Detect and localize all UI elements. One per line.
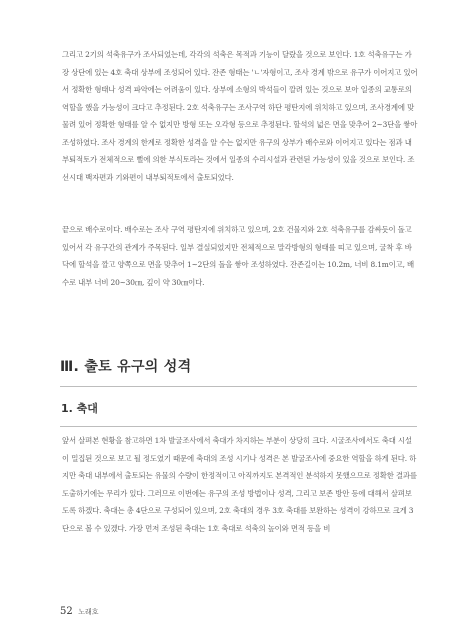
footer-source: 노래호: [78, 608, 99, 616]
paragraph-drainage: 끝으로 배수로이다. 배수로는 조사 구역 평탄지에 위치하고 있으며, 2호 건물지와 2호 석축유구를 감싸듯이 돌고 있어서 각 유구간의 관계가 주목된다. 일부 결실되었지만 전체적으로 말각방형의 형태를 띠고 있으며, 굴착 후 바닥에 할석을 깔고 양쪽으로 면을 맞추어 1~2단의 돌을 쌓아 조성하였다. 잔존길이는 10.2m, 너비 8.1m이고, 배수로 내부 너비 20~30㎝, 깊이 약 30㎝이다.: [62, 225, 415, 287]
divider-line: [60, 426, 417, 427]
section-heading: Ⅲ. 출토 유구의 성격: [60, 359, 192, 375]
subsection-heading: 1. 축대: [61, 402, 98, 415]
page-footer: [60, 606, 99, 617]
divider-line: [60, 386, 417, 387]
paragraph-terrace: 앞서 살펴본 현황을 참고하면 1차 발굴조사에서 축대가 차지하는 부분이 상당히 크다. 시굴조사에서도 축대 시설이 밀집된 것으로 보고 될 정도였기 때문에 축대의 조성 시기나 성격은 본 발굴조사에 중요한 역할을 하게 된다. 하지만 축대 내부에서 출토되는 유물의 수량이 한정적이고 아직까지도 본격적인 분석하지 못했으므로 정확한 결과를 도출하기에는 무리가 있다. 그러므로 이번에는 유구의 조성 방법이나 성격, 그리고 보존 방안 등에 대해서 살펴보도록 하겠다. 축대는 총 4단으로 구성되어 있으며, 2호 축대의 경우 3호 축대를 보완하는 성격이 강하므로 크게 3단으로 볼 수 있겠다. 가장 먼저 조성된 축대는 1호 축대로 석축의 높이와 면적 등을 비: [62, 436, 417, 533]
page-number: 52: [60, 606, 73, 617]
paragraph-stone-structures: 그리고 2기의 석축유구가 조사되었는데, 각각의 석축은 목적과 기능이 달랐을 것으로 보인다. 1호 석축유구는 가장 상단에 있는 4호 축대 상부에 조성되어 있다. 잔존 형태는 'ㄴ'자형이고, 조사 경계 밖으로 유구가 이어지고 있어서 정확한 형태나 성격 파악에는 어려움이 있다. 상부에 소형의 박석들이 깔려 있는 것으로 보아 일종의 교통로의 역할을 했을 가능성이 크다고 추정된다. 2호 석축유구는 조사구역 하단 평탄지에 위치하고 있으며, 조사경계에 맞물려 있어 정확한 형태를 알 수 없지만 방형 또는 오각형 등으로 추정된다. 할석의 넓은 면을 맞추어 2~3단을 쌓아 조성하였다. 조사 경계의 한계로 정확한 성격을 알 수는 없지만 유구의 상부가 배수로와 이어지고 있다는 점과 내부퇴적토가 전체적으로 뻘에 의한 부식토라는 것에서 일종의 수리시설과 관련된 가능성이 있을 것으로 보인다. 조선시대 백자편과 기와편이 내부퇴적토에서 출토되었다.: [62, 50, 418, 182]
